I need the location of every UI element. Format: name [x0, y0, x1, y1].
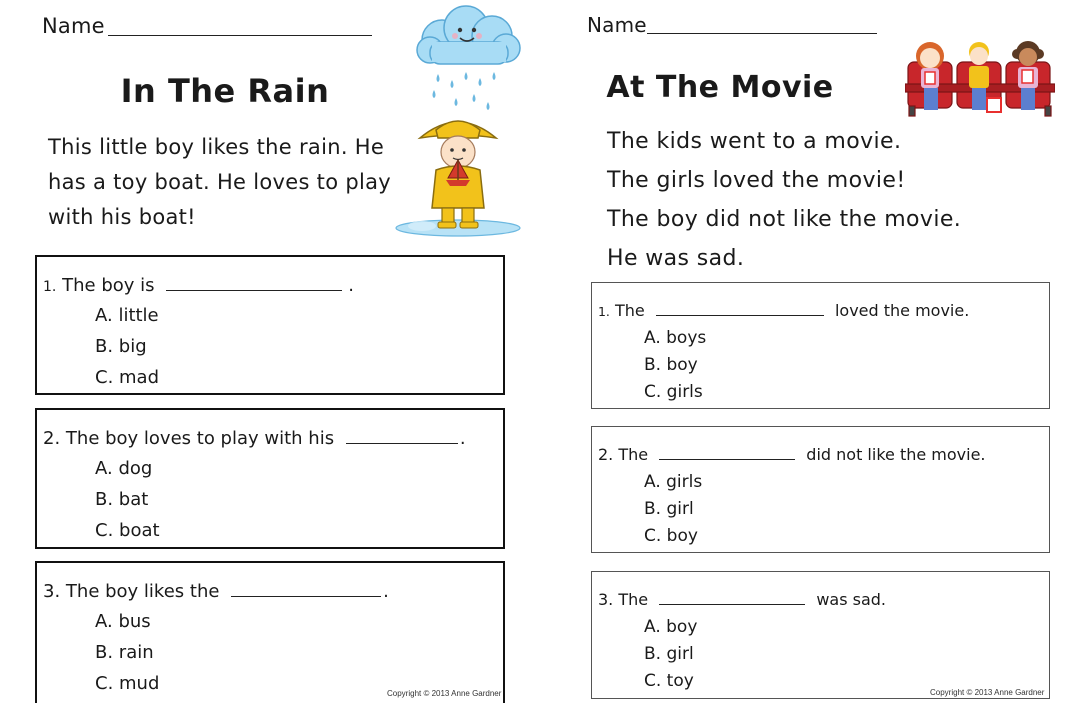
answer-blank [231, 595, 381, 597]
right-story-line: The kids went to a movie. [607, 129, 902, 154]
boy-in-raincoat-icon [392, 112, 524, 240]
answer-option: A. boy [644, 617, 698, 637]
right-name-label: Name [587, 13, 647, 37]
left-question-box [35, 408, 505, 549]
right-question-box [591, 426, 1050, 553]
answer-blank [346, 442, 458, 444]
answer-blank [656, 314, 824, 316]
answer-option: C. boat [95, 520, 160, 541]
left-question-1-text [43, 275, 354, 296]
answer-option: A. bus [95, 611, 151, 632]
question-number: 2. [598, 445, 614, 464]
answer-option: A. little [95, 305, 159, 326]
right-question-2-text [598, 445, 986, 464]
answer-option: A. boys [644, 328, 707, 348]
question-prompt: The boy loves to play with his [60, 428, 335, 449]
question-ending: did not like the movie. [806, 445, 986, 464]
left-story-line: This little boy likes the rain. He [48, 135, 385, 159]
answer-option: B. boy [644, 355, 698, 375]
question-number: 2. [43, 428, 61, 449]
left-title: In The Rain [120, 72, 330, 110]
question-prompt: The [618, 590, 649, 609]
answer-option: B. bat [95, 489, 149, 510]
right-question-box [591, 571, 1050, 699]
answer-option: B. big [95, 336, 147, 357]
answer-option: C. mad [95, 367, 160, 388]
kids-at-movie-icon [905, 40, 1055, 118]
answer-option: C. toy [644, 671, 694, 691]
right-copyright: Copyright © 2013 Anne Gardner [930, 688, 1045, 697]
question-number: 1. [43, 279, 57, 295]
left-question-box [35, 255, 505, 395]
left-story-line: has a toy boat. He loves to play [48, 170, 392, 194]
right-story-line: He was sad. [607, 246, 745, 271]
left-copyright: Copyright © 2013 Anne Gardner [387, 689, 502, 698]
question-prompt: The boy is [62, 275, 155, 296]
right-story-line: The girls loved the movie! [607, 168, 906, 193]
question-ending: was sad. [816, 590, 887, 609]
question-prompt: The boy likes the [65, 581, 220, 602]
answer-option: B. girl [644, 499, 694, 519]
answer-option: B. girl [644, 644, 694, 664]
answer-option: C. mud [95, 673, 160, 694]
question-number: 1. [598, 304, 610, 319]
right-name-line [647, 33, 877, 34]
right-question-box [591, 282, 1050, 409]
answer-blank [659, 458, 795, 460]
left-question-box [35, 561, 505, 703]
left-story-line: with his boat! [48, 205, 196, 229]
answer-option: C. boy [644, 526, 698, 546]
answer-option: C. girls [644, 382, 703, 402]
question-prompt: The [615, 301, 645, 320]
rain-cloud-icon [408, 2, 528, 114]
left-name-line [108, 35, 372, 36]
answer-option: A. girls [644, 472, 703, 492]
answer-blank [166, 289, 342, 291]
question-number: 3. [43, 581, 61, 602]
right-title: At The Movie [606, 70, 834, 105]
question-ending: loved the movie. [834, 301, 970, 320]
left-question-3-text [43, 581, 389, 602]
question-ending: . [459, 428, 466, 449]
left-story [48, 130, 391, 235]
question-ending: . [383, 581, 389, 602]
right-story [607, 122, 961, 278]
answer-option: B. rain [95, 642, 154, 663]
answer-blank [659, 603, 805, 605]
question-number: 3. [598, 590, 614, 609]
question-prompt: The [613, 445, 649, 464]
left-name-label: Name [42, 14, 105, 38]
right-question-1-text [598, 301, 969, 320]
right-question-3-text [598, 590, 886, 609]
right-story-line: The boy did not like the movie. [607, 207, 962, 232]
question-ending: . [348, 275, 354, 296]
left-question-2-text [43, 428, 466, 449]
answer-option: A. dog [95, 458, 153, 479]
